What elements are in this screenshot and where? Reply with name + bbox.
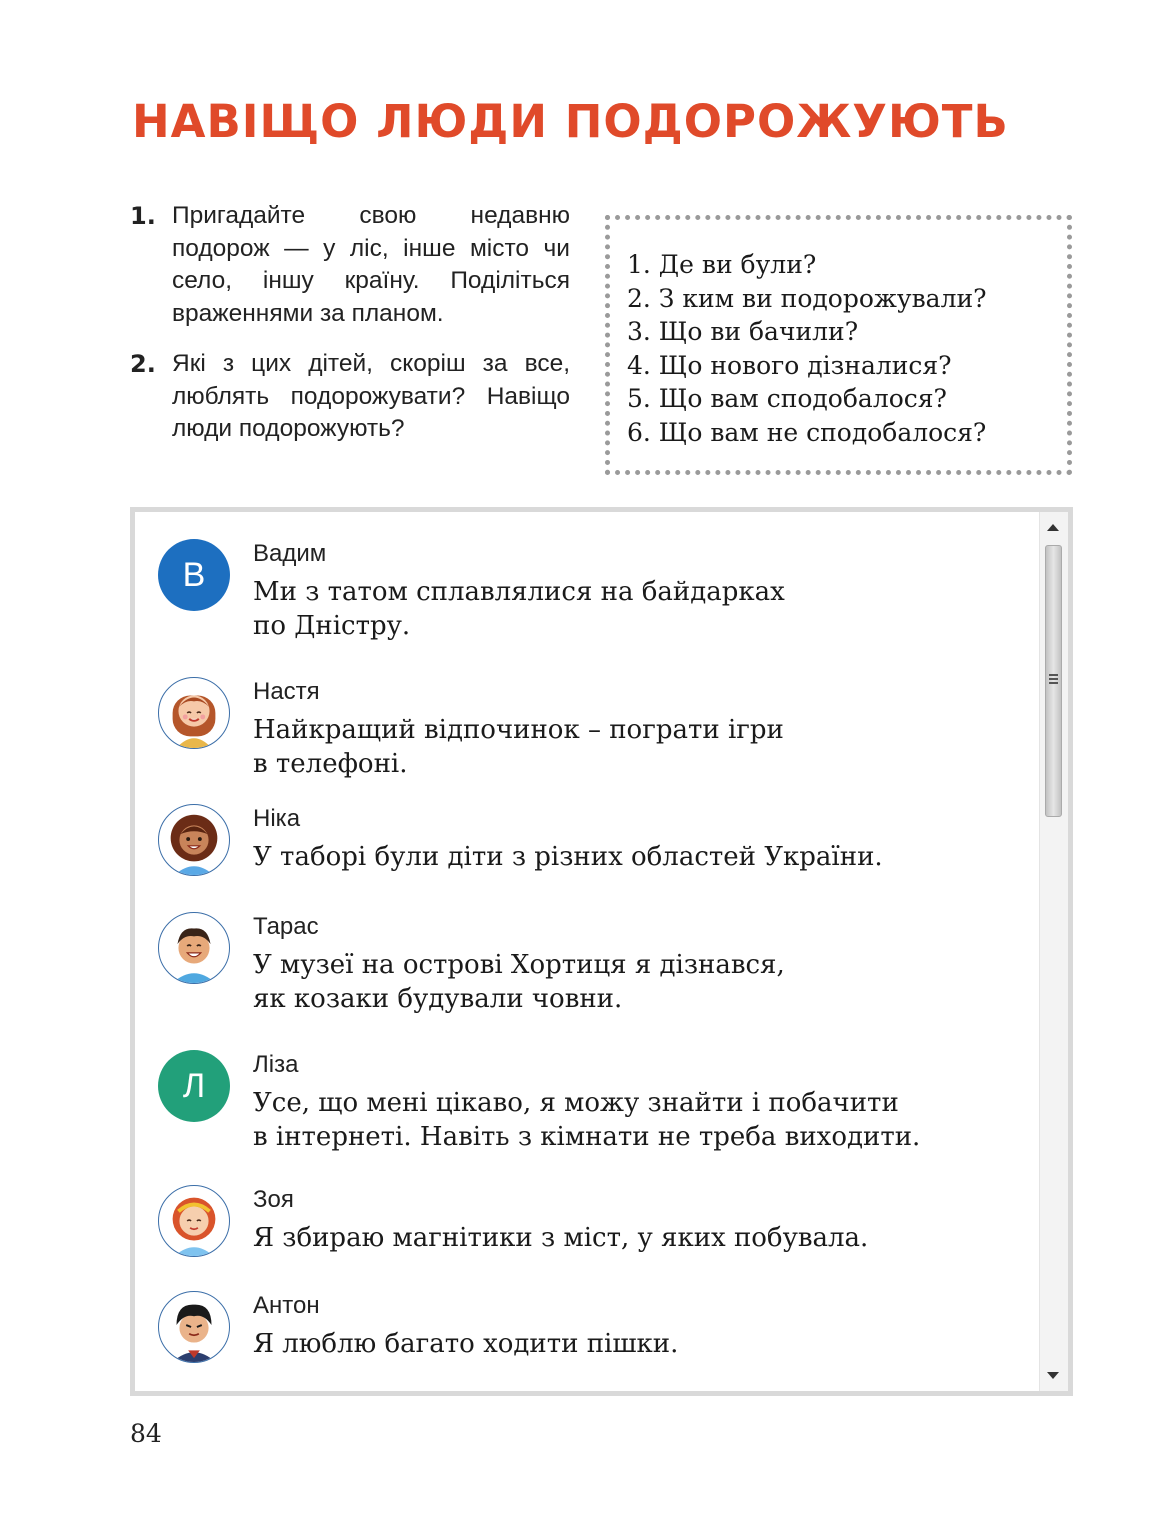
plan-box [605,215,1072,475]
page-number: 84 [130,1419,162,1448]
sender-name: Ліза [253,1051,299,1078]
message-text: Усе, що мені цікаво, я можу знайти і побачити в інтернеті. Навіть з кімнати не треба виходити. [253,1088,921,1152]
scrollbar-thumb[interactable] [1045,545,1062,817]
avatar [158,1050,230,1122]
message-text: У музеї на острові Хортиця я дізнався, як козаки будували човни. [253,950,785,1014]
plan-item: 6. Що вам не сподобалося? [627,417,987,447]
task-number: 1. [130,202,156,230]
sender-name: Зоя [253,1186,294,1213]
message-text: У таборі були діти з різних областей України. [253,842,883,872]
plan-item: 5. Що вам сподобалося? [627,384,947,414]
plan-item: 1. Де ви були? [627,250,817,279]
boy-avatar-icon [158,912,230,984]
chat-window [130,507,1073,1396]
avatar-letter: В [182,555,206,594]
message-text: Найкращий відпочинок – пограти ігри в телефоні. [253,715,784,779]
scroll-up-icon[interactable] [1047,524,1059,531]
task-2 [130,348,570,446]
avatar [158,539,230,611]
message-text: Я збираю магнітики з міст, у яких побувала. [253,1223,869,1253]
task-text: Які з цих дітей, скоріш за все, люблять подорожувати? Навіщо люди подорожують? [172,350,570,442]
sender-name: Антон [253,1292,320,1319]
task-1 [130,200,570,330]
sender-name: Тарас [253,913,319,940]
scroll-down-icon[interactable] [1047,1372,1059,1379]
sender-name: Вадим [253,540,327,567]
plan-item: 4. Що нового дізналися? [627,350,952,380]
plan-item: 3. Що ви бачили? [627,317,859,347]
girl-curly-avatar-icon [158,804,230,876]
boy-dark-hair-avatar-icon [158,1291,230,1363]
message-text: Я люблю багато ходити пішки. [253,1329,679,1359]
task-text: Пригадайте свою недавню подорож — у ліс, інше місто чи село, іншу країну. Поділіться враженнями за планом. [172,202,570,327]
sender-name: Ніка [253,805,301,832]
girl-redhead-avatar-icon [158,1185,230,1257]
girl-avatar-icon [158,677,230,749]
avatar-letter: Л [182,1066,206,1105]
grip-icon [1049,674,1058,686]
scrollbar[interactable] [1039,512,1068,1391]
tasks [130,200,570,446]
sender-name: Настя [253,678,320,705]
message-text: Ми з татом сплавлялися на байдарках по Дністру. [253,577,785,641]
page-title: НАВІЩО ЛЮДИ ПОДОРОЖУЮТЬ [132,95,1009,148]
plan-item: 2. З ким ви подорожували? [627,283,987,313]
task-number: 2. [130,350,156,378]
